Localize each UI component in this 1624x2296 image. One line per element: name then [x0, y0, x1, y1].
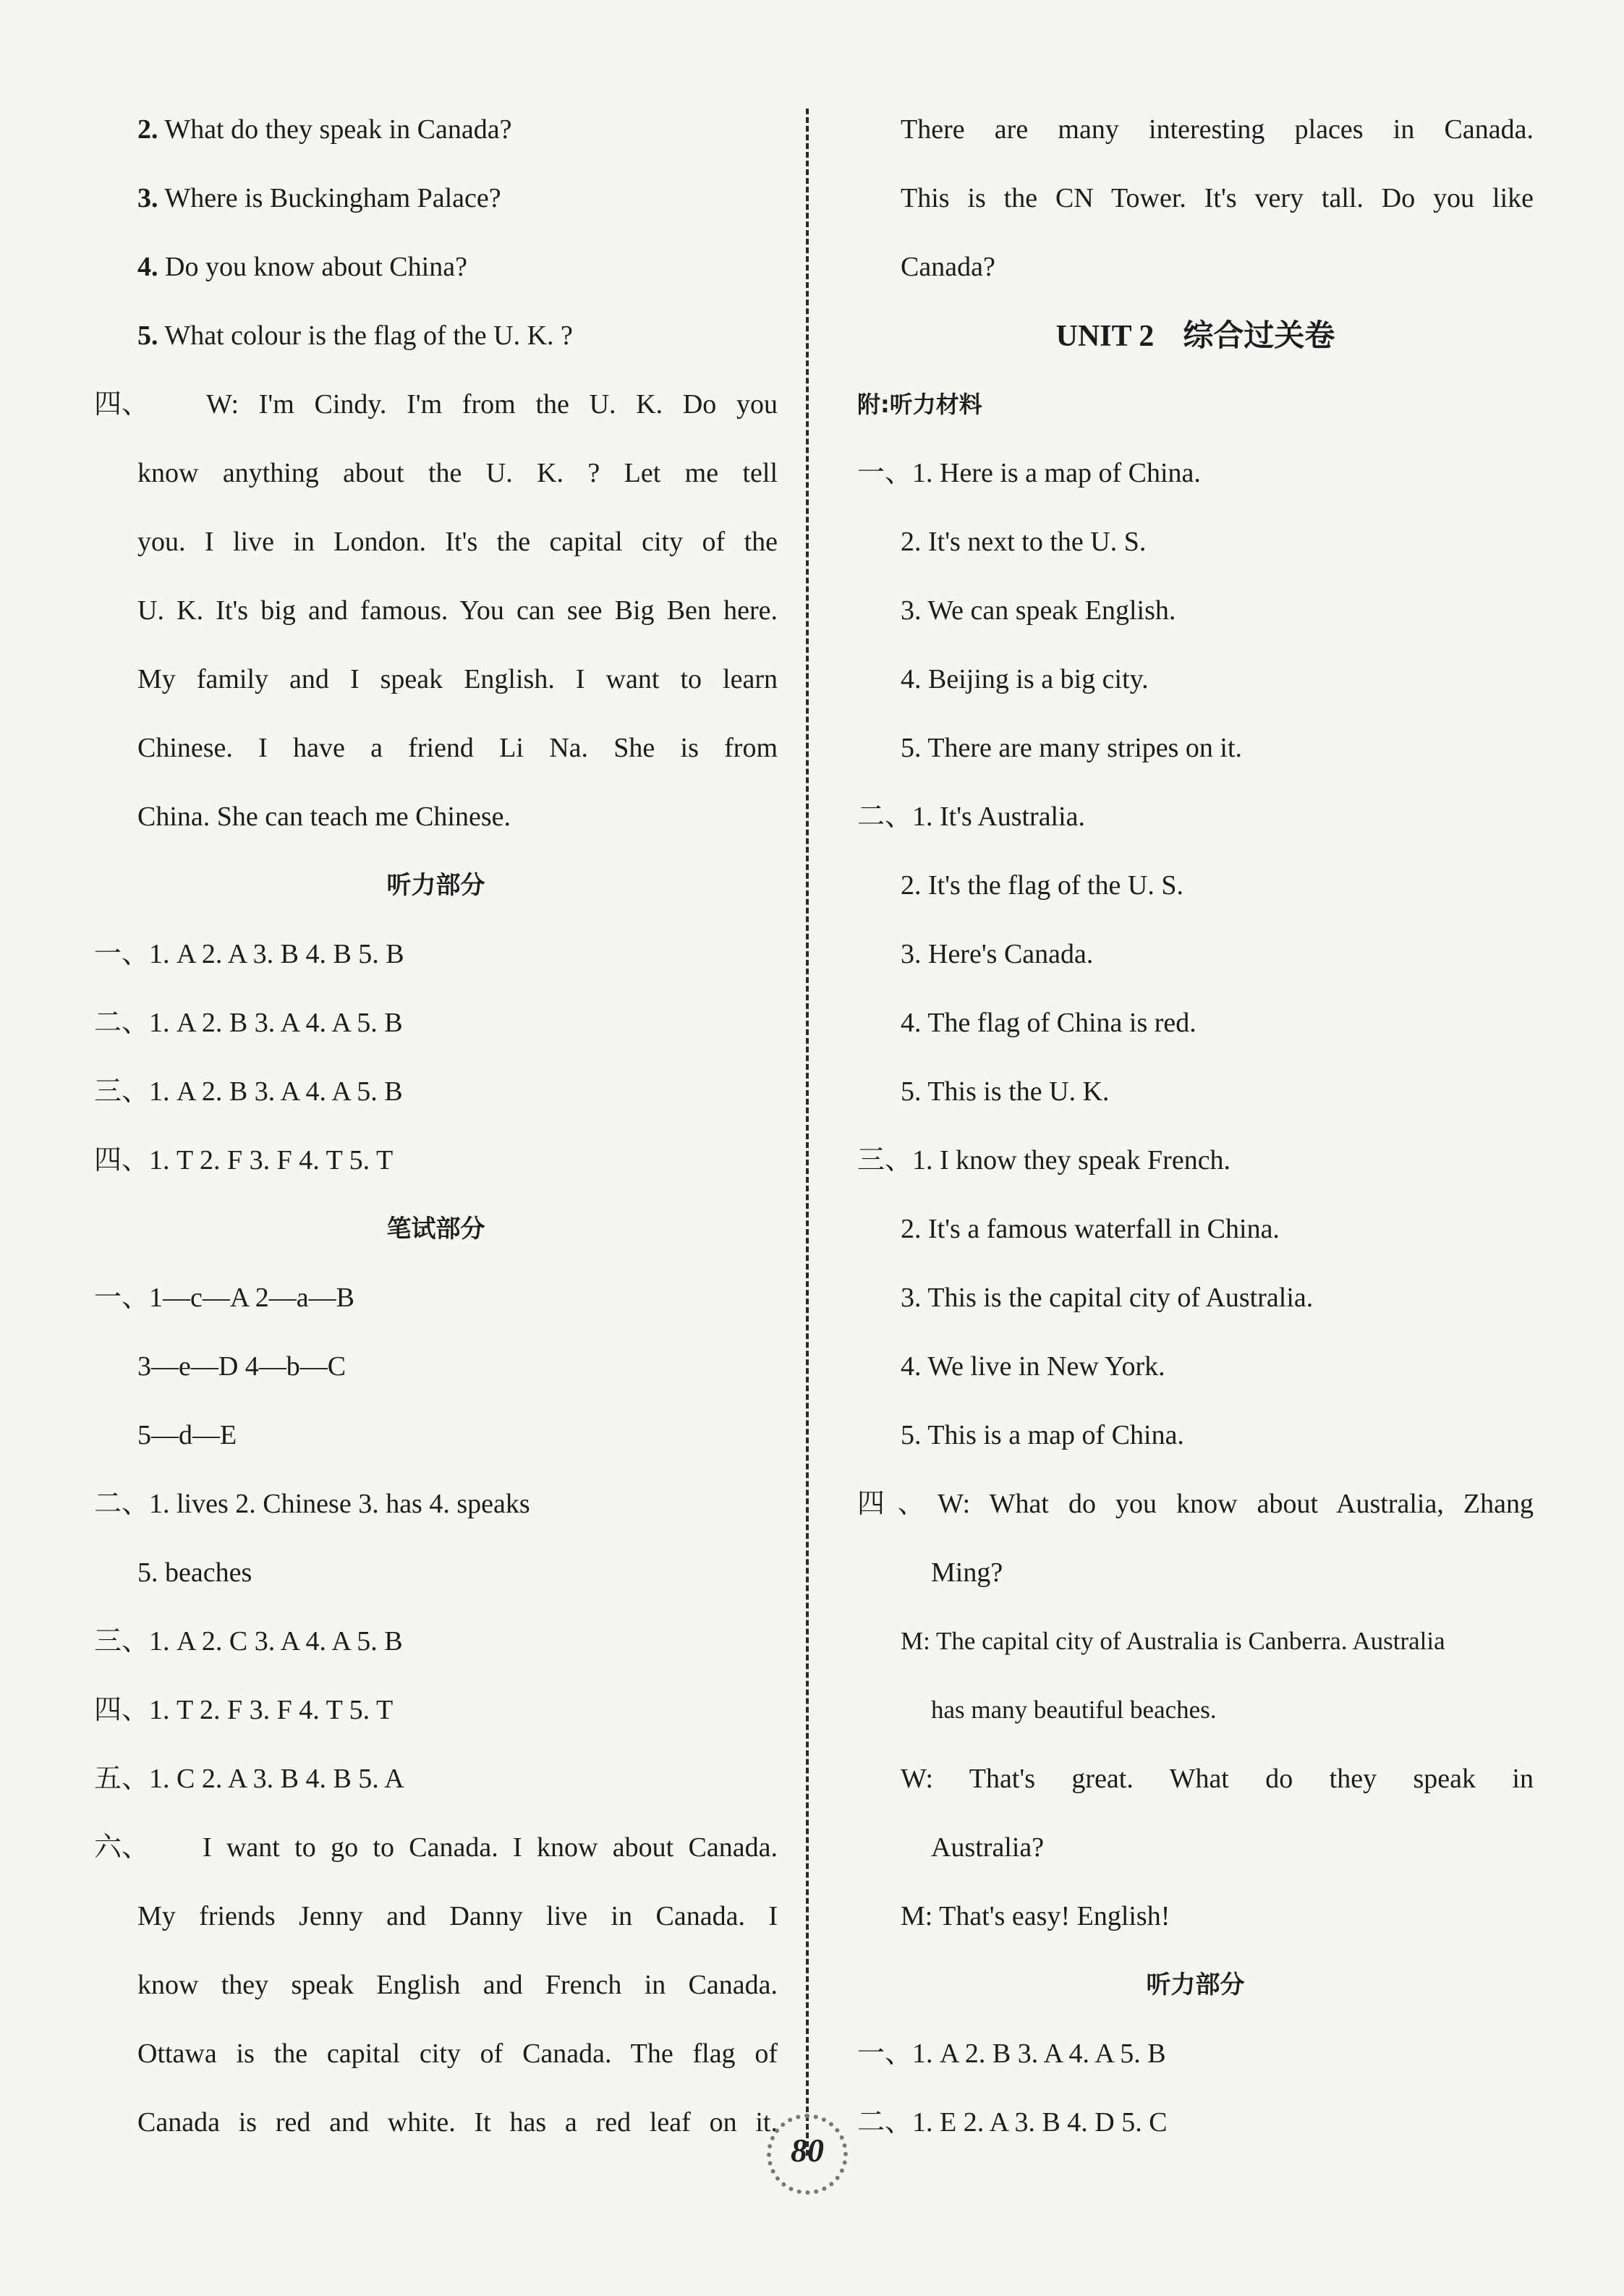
dialog-line: Australia? — [931, 1832, 1045, 1863]
passage-line: Canada is red and white. It has a red leaf on it. — [137, 2107, 778, 2138]
script-line: 2. It's next to the U. S. — [901, 527, 1147, 557]
question-line — [94, 176, 778, 245]
question-text: What colour is the flag of the U. K. ? — [164, 320, 573, 351]
script-line: 3. This is the capital city of Australia. — [901, 1283, 1314, 1313]
answer-line: 二、1. E 2. A 3. B 4. D 5. C — [857, 2107, 1168, 2138]
passage-line: There are many interesting places in Canada. — [901, 114, 1534, 145]
script-line: 4. The flag of China is red. — [901, 1008, 1196, 1038]
script-line: 4. Beijing is a big city. — [901, 664, 1149, 694]
question-number: 3. — [137, 183, 158, 213]
question-text: What do they speak in Canada? — [164, 114, 512, 145]
answer-line: 二、1. lives 2. Chinese 3. has 4. speaks — [94, 1489, 530, 1519]
section-heading: 听力部分 — [386, 871, 485, 900]
answer-line: 5—d—E — [137, 1420, 237, 1450]
passage-line: My friends Jenny and Danny live in Canada. I — [137, 1901, 778, 1931]
question-number: 4. — [137, 252, 158, 282]
script-line: 二、1. It's Australia. — [857, 802, 1086, 832]
script-line: 5. This is a map of China. — [901, 1420, 1184, 1450]
dialog-line: Ming? — [931, 1557, 1003, 1588]
passage-line: know anything about the U. K. ? Let me tell — [137, 458, 778, 488]
script-line: 3. We can speak English. — [901, 595, 1176, 626]
script-line: 5. There are many stripes on it. — [901, 733, 1243, 763]
passage-line: Canada? — [901, 252, 995, 282]
section-heading: 笔试部分 — [386, 1215, 485, 1243]
script-line: 4. We live in New York. — [901, 1351, 1165, 1382]
answer-line: 三、1. A 2. B 3. A 4. A 5. B — [94, 1076, 403, 1107]
dialog-line: M: That's easy! English! — [901, 1901, 1170, 1931]
answer-line: 一、1. A 2. B 3. A 4. A 5. B — [857, 2038, 1166, 2069]
passage-text: W: I'm Cindy. I'm from the U. K. Do you — [206, 389, 778, 420]
question-text: Where is Buckingham Palace? — [164, 183, 501, 213]
dialog-line: has many beautiful beaches. — [931, 1696, 1217, 1724]
left-column — [94, 107, 778, 2169]
passage-line: China. She can teach me Chinese. — [137, 802, 511, 832]
script-line: 3. Here's Canada. — [901, 939, 1094, 969]
answer-line: 一、1—c—A 2—a—B — [94, 1283, 354, 1313]
answer-line: 四、1. T 2. F 3. F 4. T 5. T — [94, 1695, 394, 1725]
script-line: 2. It's a famous waterfall in China. — [901, 1214, 1280, 1244]
passage-line — [94, 1825, 778, 1894]
dialog-line: 四、W: What do you know about Australia, Zhang — [857, 1489, 1534, 1519]
passage-line: U. K. It's big and famous. You can see Big Ben here. — [137, 595, 778, 626]
script-line: 5. This is the U. K. — [901, 1076, 1110, 1107]
question-text: Do you know about China? — [165, 252, 467, 282]
unit-subtitle: 综合过关卷 — [1183, 318, 1335, 353]
question-number: 2. — [137, 114, 158, 145]
answer-line: 三、1. A 2. C 3. A 4. A 5. B — [94, 1626, 403, 1657]
section-heading: 听力部分 — [1146, 1970, 1245, 1999]
appendix-heading: 附:听力材料 — [857, 391, 982, 418]
dialog-line: M: The capital city of Australia is Canberra. Australia — [901, 1627, 1445, 1655]
unit-title — [857, 313, 1534, 382]
script-line: 2. It's the flag of the U. S. — [901, 870, 1184, 901]
question-line — [94, 107, 778, 176]
question-line — [94, 313, 778, 382]
right-column — [857, 107, 1534, 2169]
answer-line: 五、1. C 2. A 3. B 4. B 5. A — [94, 1764, 404, 1794]
script-line: 一、1. Here is a map of China. — [857, 458, 1201, 488]
passage-line: Ottawa is the capital city of Canada. The flag of — [137, 2038, 778, 2069]
answer-line: 5. beaches — [137, 1557, 252, 1588]
answer-line: 四、1. T 2. F 3. F 4. T 5. T — [94, 1145, 394, 1175]
section-marker: 六、 — [94, 1832, 150, 1863]
passage-line — [94, 382, 778, 451]
section-marker: 四、 — [94, 389, 150, 420]
answer-line: 3—e—D 4—b—C — [137, 1351, 347, 1382]
dialog-line: W: That's great. What do they speak in — [901, 1764, 1534, 1794]
answer-line: 一、1. A 2. A 3. B 4. B 5. B — [94, 939, 404, 969]
question-line — [94, 245, 778, 313]
question-number: 5. — [137, 320, 158, 351]
page-number: 80 — [791, 2132, 824, 2169]
script-line: 三、1. I know they speak French. — [857, 1145, 1231, 1175]
unit-number: UNIT 2 — [1055, 320, 1155, 353]
passage-line: you. I live in London. It's the capital city of the — [137, 527, 778, 557]
column-divider — [806, 109, 809, 2156]
passage-line: This is the CN Tower. It's very tall. Do you like — [901, 183, 1534, 213]
passage-line: know they speak English and French in Canada. — [137, 1970, 778, 2000]
passage-text: I want to go to Canada. I know about Canada. — [203, 1832, 778, 1863]
answer-line: 二、1. A 2. B 3. A 4. A 5. B — [94, 1008, 403, 1038]
page-number-badge — [767, 2114, 848, 2195]
passage-line: Chinese. I have a friend Li Na. She is from — [137, 733, 778, 763]
passage-line: My family and I speak English. I want to learn — [137, 664, 778, 694]
